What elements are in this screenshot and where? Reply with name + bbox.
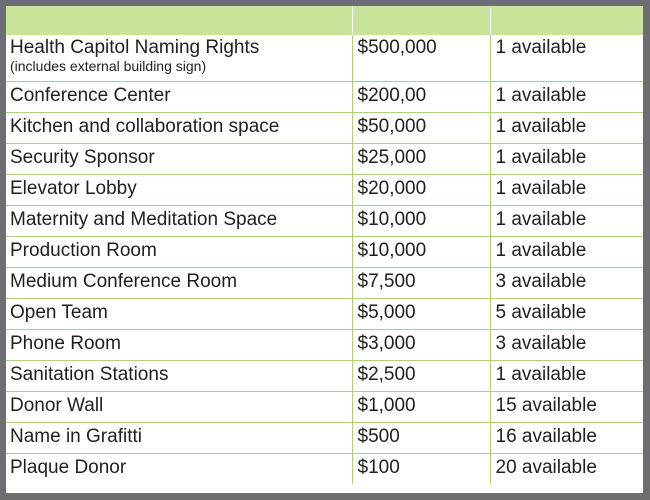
row-price: $20,000 — [352, 174, 490, 205]
row-item: Conference Center — [6, 81, 352, 112]
table-row — [6, 298, 643, 329]
row-item: Security Sponsor — [6, 143, 352, 174]
row-availability: 15 available — [490, 391, 643, 422]
row-item: Name in Grafitti — [6, 422, 352, 453]
header-row — [6, 6, 643, 35]
row-availability: 1 available — [490, 112, 643, 143]
row-price: $25,000 — [352, 143, 490, 174]
row-price: $7,500 — [352, 267, 490, 298]
table-row — [6, 143, 643, 174]
sponsorship-table-frame — [6, 6, 643, 493]
row-price: $200,00 — [352, 81, 490, 112]
row-price: $500,000 — [352, 35, 490, 81]
row-availability: 20 available — [490, 453, 643, 484]
table-row — [6, 81, 643, 112]
row-availability: 1 available — [490, 143, 643, 174]
row-price: $100 — [352, 453, 490, 484]
row-availability: 1 available — [490, 35, 643, 81]
row-price: $2,500 — [352, 360, 490, 391]
row-price: $10,000 — [352, 205, 490, 236]
table-row — [6, 329, 643, 360]
row-price: $10,000 — [352, 236, 490, 267]
row-availability: 3 available — [490, 267, 643, 298]
row-price: $5,000 — [352, 298, 490, 329]
row-item-cell — [6, 35, 352, 81]
row-item-note: (includes external building sign) — [10, 58, 207, 74]
row-availability: 1 available — [490, 236, 643, 267]
row-item: Phone Room — [6, 329, 352, 360]
table-row — [6, 174, 643, 205]
row-availability: 1 available — [490, 174, 643, 205]
row-price: $500 — [352, 422, 490, 453]
table-row — [6, 422, 643, 453]
row-availability: 3 available — [490, 329, 643, 360]
header-availability — [490, 6, 643, 35]
row-item: Plaque Donor — [10, 456, 127, 478]
row-availability: 5 available — [490, 298, 643, 329]
table-row — [6, 453, 643, 484]
row-price: $50,000 — [352, 112, 490, 143]
row-item: Production Room — [6, 236, 352, 267]
row-item: Elevator Lobby — [6, 174, 352, 205]
row-price: $3,000 — [352, 329, 490, 360]
table-row — [6, 112, 643, 143]
row-item: Health Capitol Naming Rights — [10, 37, 260, 58]
row-item: Kitchen and collaboration space — [6, 112, 352, 143]
sponsorship-table — [6, 6, 643, 484]
row-availability: 16 available — [490, 422, 643, 453]
table-row — [6, 267, 643, 298]
table-row — [6, 360, 643, 391]
table-row — [6, 236, 643, 267]
row-availability: 1 available — [490, 81, 643, 112]
table-row — [6, 391, 643, 422]
row-item: Donor Wall — [6, 391, 352, 422]
row-item: Medium Conference Room — [6, 267, 352, 298]
row-item: Open Team — [6, 298, 352, 329]
row-availability: 1 available — [490, 205, 643, 236]
header-item — [6, 6, 352, 35]
table-row — [6, 205, 643, 236]
row-availability: 1 available — [490, 360, 643, 391]
table-row — [6, 35, 643, 81]
row-item: Maternity and Meditation Space — [6, 205, 352, 236]
row-item: Sanitation Stations — [6, 360, 352, 391]
row-price: $1,000 — [352, 391, 490, 422]
header-price — [352, 6, 490, 35]
